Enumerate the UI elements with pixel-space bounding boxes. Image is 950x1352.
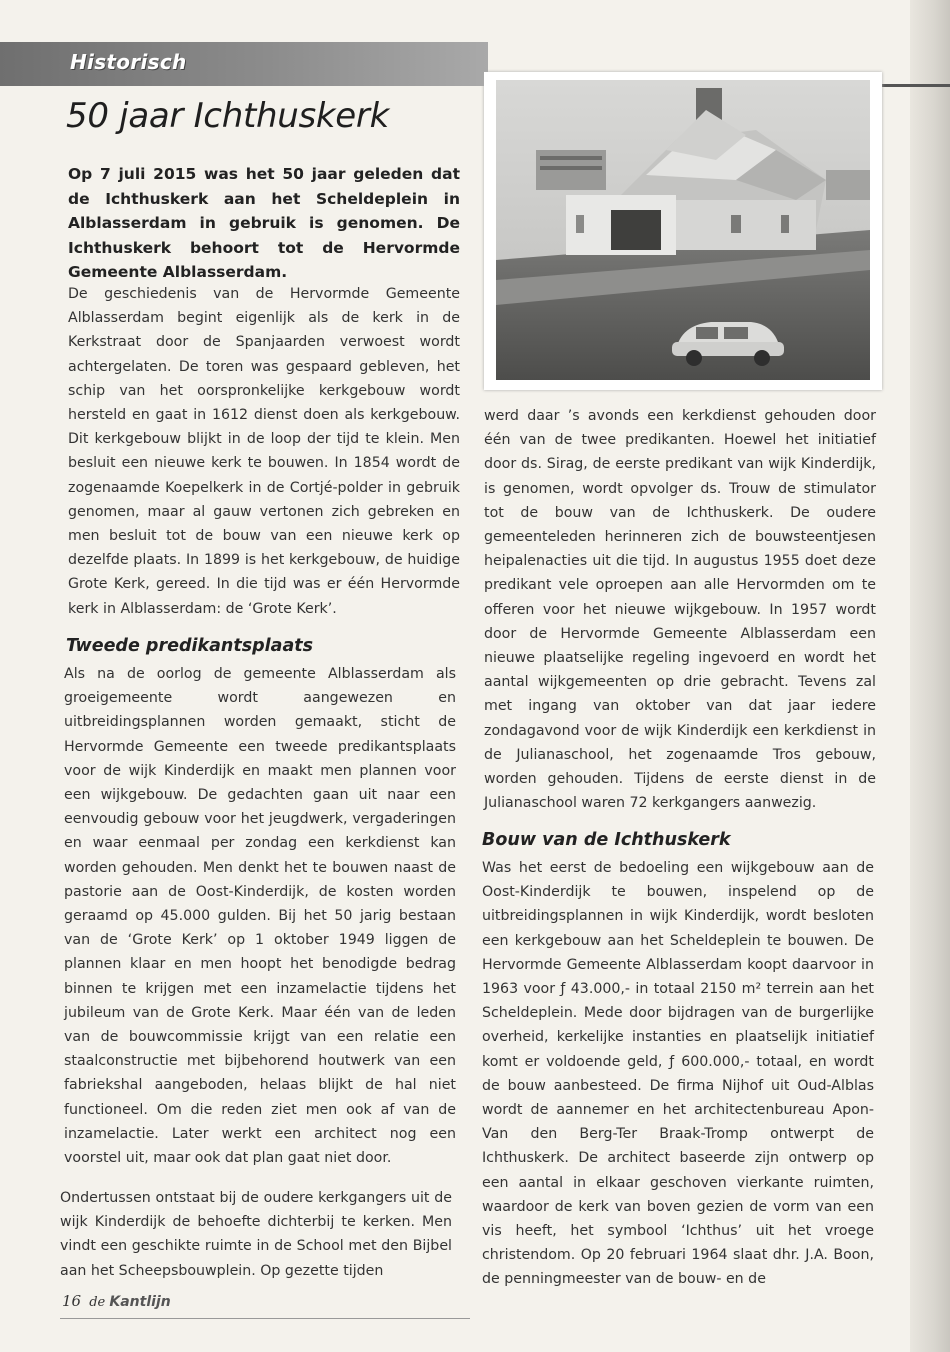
- left-paragraph-2: Als na de oorlog de gemeente Alblasserdam als groeigemeente wordt aangewezen en uitbreidingsplannen worden gemaakt, sticht de Hervormde Gemeente een tweede predikantsplaats voor de wijk Kinderdijk en maakt men plannen voor een wijkgebouw. De gedachten gaan uit naar een eenvoudig gebouw voor het jeugdwerk, vergaderingen en waar eenmaal per zondag een kerkdienst kan worden gehouden. Men denkt het te bouwen naast de pastorie aan de Oost-Kinderdijk, de kosten worden geraamd op 45.000 gulden. Bij het 50 jarig bestaan van de ‘Grote Kerk’ op 1 oktober 1949 liggen de plannen klaar en men hoopt het benodigde bedrag binnen te krijgen met een inzamelactie tijdens het jubileum van de Grote Kerk. Maar één van de leden van de bouwcommissie krijgt van een relatie een staalconstructie met bijbehorend houtwerk van een fabriekshal aangeboden, helaas blijkt de hal niet functioneel. Om die reden ziet men ook af van de inzamelactie. Later werkt een architect nog een voorstel uit, maar ook dat plan gaat niet door.: [64, 666, 456, 1167]
- left-paragraph-1: De geschiedenis van de Hervormde Gemeente Alblasserdam begint eigenlijk als de kerk in de Kerkstraat door de Spanjaarden verwoest wordt achtergelaten. De toren was gespaard gebleven, het schip van het oorspronkelijke kerkgebouw wordt hersteld en gaat in 1612 dienst doen als kerkgebouw. Dit kerkgebouw blijkt in de loop der tijd te klein. Men besluit een nieuwe kerk te bouwen. In 1854 wordt de zogenaamde Koepelkerk in de Cortjé-polder in gebruik genomen, maar al gauw vertonen zich gebreken en men besluit tot de bouw van een nieuwe kerk op dezelfde plaats. In 1899 is het kerkgebouw, de huidige Grote Kerk, gereed. In die tijd was er één Hervormde kerk in Alblasserdam: de ‘Grote Kerk’.: [68, 286, 460, 617]
- lead-paragraph: Op 7 juli 2015 was het 50 jaar geleden dat de Ichthuskerk aan het Scheldeplein in Alblasserdam in gebruik is genomen. De Ichthuskerk behoort tot de Hervormde Gemeente Alblasserdam.: [68, 165, 460, 281]
- right-paragraph-2: Was het eerst de bedoeling een wijkgebouw aan de Oost-Kinderdijk te bouwen, inspelend op de uitbreidingsplannen in wijk Kinderdijk, wordt besloten een kerkgebouw aan het Scheldeplein te bouwen. De Hervormde Gemeente Alblasserdam koopt daarvoor in 1963 voor ƒ 43.000,- in totaal 2150 m² terrein aan het Scheldeplein. Mede door bijdragen van de burgerlijke overheid, kerkelijke instanties en plaatselijk initiatief komt er voldoende geld, ƒ 600.000,- totaal, en wordt de bouw aanbesteed. De firma Nijhof uit Oud-Alblas wordt de aannemer en het architectenbureau Apon-Van den Berg-Ter Braak-Tromp ontwerpt de Ichthuskerk. De architect baseerde zijn ontwerp op een aantal in elkaar geschoven vierkante ruimten, waardoor de kerk van boven gezien de vorm van een vis heeft, het symbool ‘Ichthus’ uit het vroege christendom. Op 20 februari 1964 slaat dhr. J.A. Boon, de penningmeester van de bouw- en de: [482, 860, 874, 1288]
- publication-name: Kantlijn: [109, 1294, 171, 1310]
- footer-rule: [60, 1318, 470, 1319]
- subhead-tweede-predikantsplaats: Tweede predikantsplaats: [66, 636, 314, 656]
- section-label: Historisch: [70, 50, 187, 74]
- page-title: 50 jaar Ichthuskerk: [66, 96, 389, 136]
- page-edge: [910, 0, 950, 1352]
- publication-prefix: de: [89, 1295, 106, 1310]
- left-paragraph-3: Ondertussen ontstaat bij de oudere kerkgangers uit de wijk Kinderdijk de behoefte dichterbij te kerken. Men vindt een geschikte ruimte in de School met den Bijbel aan het Scheepsbouwplein. Op gezette tijden: [60, 1190, 452, 1279]
- page-number: 16: [62, 1292, 82, 1310]
- page-folio: [62, 1292, 171, 1310]
- right-paragraph-1: werd daar ’s avonds een kerkdienst gehouden door één van de twee predikanten. Hoewel het initiatief door ds. Sirag, de eerste predikant van wijk Kinderdijk, is genomen, wordt opvolger ds. Trouw de stimulator tot de bouw van de Ichthuskerk. De oudere gemeenteleden herinneren zich de bouwsteentjesen heipalenacties uit die tijd. In augustus 1955 doet deze predikant vele oproepen aan alle Hervormden om te offeren voor het nieuwe wijkgebouw. In 1957 wordt door de Hervormde Gemeente Alblasserdam een nieuwe plaatselijke regeling ingevoerd en wordt het aantal wijkgemeenten op drie gebracht. Tevens zal met ingang van oktober van dat jaar iedere zondagavond voor de wijk Kinderdijk een kerkdienst in de Julianaschool, het zogenaamde Tros gebouw, worden gehouden. Tijdens de eerste dienst in de Julianaschool waren 72 kerkgangers aanwezig.: [484, 408, 876, 812]
- church-photo: [496, 80, 870, 380]
- subhead-bouw-van-de-ichthuskerk: Bouw van de Ichthuskerk: [482, 830, 731, 850]
